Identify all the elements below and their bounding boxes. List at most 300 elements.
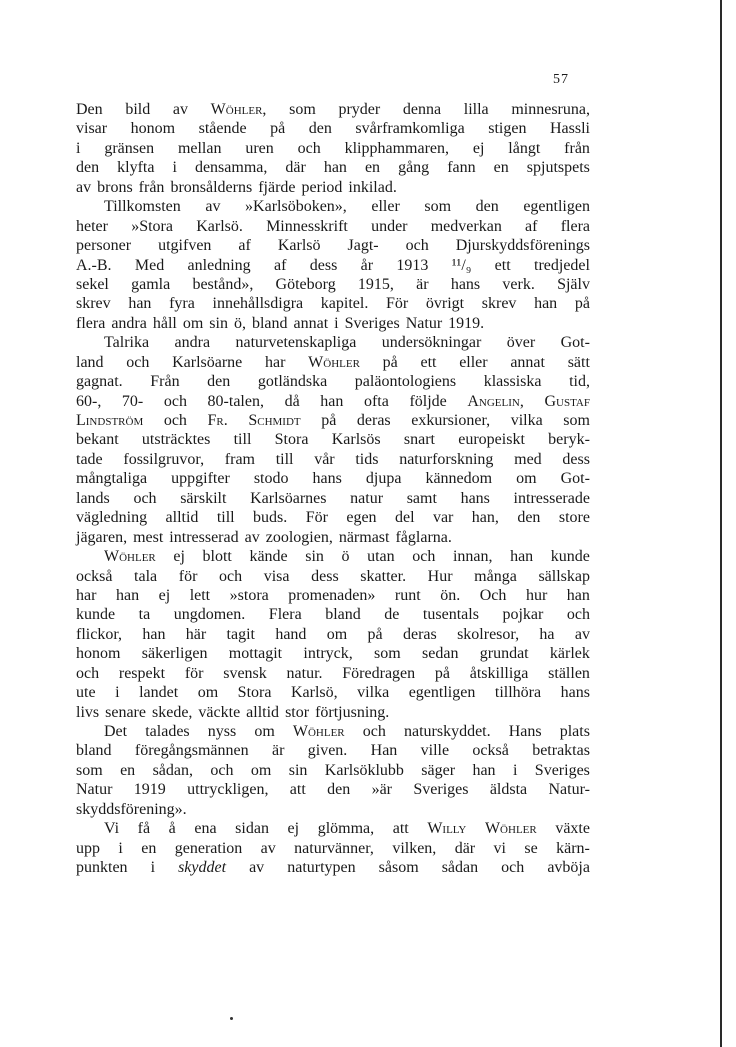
word: se xyxy=(524,839,538,857)
word: vi xyxy=(493,839,506,857)
text-line xyxy=(76,761,590,780)
word: ta xyxy=(138,606,151,624)
word: verk. xyxy=(502,275,535,293)
word: utsträcktes xyxy=(141,431,211,449)
word: och xyxy=(405,237,429,255)
word: gränsen xyxy=(104,139,155,157)
word: ställen xyxy=(548,664,590,682)
word: tala xyxy=(134,567,158,585)
word: Natur- xyxy=(548,781,590,799)
text-line xyxy=(76,586,590,605)
word: Wöhler xyxy=(484,820,537,838)
word: 1919 xyxy=(133,781,166,799)
text-line xyxy=(76,314,590,333)
text-line xyxy=(76,664,590,683)
word: förtjusning. xyxy=(315,703,390,721)
word: 1919. xyxy=(448,314,485,332)
word: bild xyxy=(125,101,151,118)
word: ett xyxy=(494,256,511,274)
word: bestånd», xyxy=(192,275,254,293)
word: minnesruna, xyxy=(511,101,590,118)
word: Stora xyxy=(274,431,309,449)
word: betraktas xyxy=(532,742,590,760)
word: han, xyxy=(471,509,499,527)
word: kände xyxy=(249,548,288,566)
text-line xyxy=(76,294,590,313)
word: innehållsdigra xyxy=(212,295,304,313)
word: 60-, xyxy=(76,392,102,410)
word: mångtaliga xyxy=(76,470,148,488)
word: lett xyxy=(189,586,211,604)
word: han xyxy=(320,392,344,410)
word: sällskap xyxy=(538,567,590,585)
word: upp xyxy=(76,839,100,857)
word: att xyxy=(392,820,409,838)
text-line xyxy=(76,411,590,430)
word: annat xyxy=(293,314,329,332)
word: zoologien, xyxy=(265,528,333,546)
word: europeiskt xyxy=(458,431,525,449)
word: för xyxy=(184,664,204,682)
word: ha xyxy=(539,625,555,643)
word: mellan xyxy=(177,139,222,157)
word: över xyxy=(506,334,536,352)
word: personer xyxy=(76,237,132,255)
word: vilka xyxy=(510,412,543,429)
word: ej xyxy=(173,548,185,566)
word: och xyxy=(412,548,436,566)
word: sin xyxy=(305,548,324,566)
word: utgifven xyxy=(158,237,212,255)
word: A.-B. xyxy=(76,256,112,274)
word: Med xyxy=(134,256,165,274)
word: på xyxy=(367,625,383,643)
text-line xyxy=(76,800,590,819)
word: som xyxy=(76,761,103,779)
word: hans xyxy=(450,275,481,293)
word: av xyxy=(249,859,265,877)
word: Stora xyxy=(237,684,272,702)
word: dess xyxy=(562,450,590,468)
word: visa xyxy=(263,567,290,585)
word: hand xyxy=(275,625,307,643)
word: plats xyxy=(559,723,590,740)
word: Willy xyxy=(427,820,467,838)
word: Den xyxy=(76,101,103,118)
word: hur xyxy=(525,586,548,604)
word: alltid xyxy=(246,703,280,721)
word: skede, xyxy=(151,703,193,721)
word: af xyxy=(273,256,287,274)
word: ¹¹/₉ xyxy=(451,256,472,274)
word: å xyxy=(168,820,176,838)
word: land xyxy=(76,353,104,371)
word: »stora xyxy=(229,586,269,604)
text-line xyxy=(76,256,590,275)
word: också xyxy=(76,567,113,585)
word: har xyxy=(76,586,97,604)
word: ej xyxy=(472,139,485,157)
text-line xyxy=(76,430,590,449)
word: Själv xyxy=(557,275,590,293)
word: dess xyxy=(309,256,338,274)
word: stor xyxy=(285,703,310,721)
word: fjärde xyxy=(258,178,296,196)
word: är xyxy=(271,742,285,760)
word: skolresor, xyxy=(457,625,520,643)
word: Karlsö xyxy=(277,237,321,255)
word: av xyxy=(574,625,590,643)
word: andra xyxy=(111,314,147,332)
text-line xyxy=(76,839,590,858)
text-line xyxy=(76,683,590,702)
word: ö, xyxy=(233,314,246,332)
word: tusentals xyxy=(422,606,479,624)
word: given. xyxy=(307,742,348,760)
word: deras xyxy=(402,625,437,643)
word: sidan xyxy=(235,820,269,838)
word: långt xyxy=(508,139,541,157)
word: Gustaf xyxy=(544,392,590,410)
word: pojkar xyxy=(502,606,544,624)
word: om xyxy=(182,314,204,332)
word: Schmidt xyxy=(248,412,301,429)
word: brons xyxy=(97,178,133,196)
word: klipphammaren, xyxy=(344,139,450,157)
word: den xyxy=(76,159,100,177)
word: i xyxy=(76,139,81,157)
word: han xyxy=(472,761,496,779)
word: naturskyddet. xyxy=(403,723,491,740)
page-number: 57 xyxy=(553,72,569,87)
word: Göteborg xyxy=(275,275,336,293)
word: Jagt- xyxy=(347,237,379,255)
word: vägledning xyxy=(76,509,148,527)
word: ett xyxy=(420,353,437,371)
word: kärn- xyxy=(556,839,590,857)
word: respekt xyxy=(118,664,166,682)
word: utan xyxy=(367,548,395,566)
word: Wöhler xyxy=(104,548,156,566)
word: densamma, xyxy=(194,159,268,177)
word: på xyxy=(321,412,337,429)
word: som xyxy=(424,198,452,216)
word: de xyxy=(384,606,400,624)
word: från xyxy=(564,139,590,157)
word: ofta xyxy=(363,392,389,410)
word: naturforskning xyxy=(399,450,494,468)
word: tids xyxy=(355,450,379,468)
word: grundat xyxy=(479,645,529,663)
word: i xyxy=(115,684,120,702)
word: Vi xyxy=(104,820,120,838)
word: Natur xyxy=(405,314,443,332)
text-line xyxy=(76,508,590,527)
text-line xyxy=(76,489,590,508)
word: Karlsöarnes xyxy=(250,489,327,507)
word: i xyxy=(118,839,123,857)
word: andra xyxy=(174,334,211,352)
word: och xyxy=(219,567,243,585)
word: glömma, xyxy=(317,820,375,838)
word: hans xyxy=(560,684,590,702)
text-line xyxy=(76,644,590,663)
text-line xyxy=(76,178,590,197)
word: en xyxy=(120,761,136,779)
word: 80-talen, xyxy=(207,392,264,410)
word: heter xyxy=(76,217,108,235)
word: den xyxy=(327,781,351,799)
word: väckte xyxy=(198,703,241,721)
word: tillhöra xyxy=(494,684,542,702)
word: bland xyxy=(76,742,112,760)
word: annat xyxy=(510,353,545,371)
word: år xyxy=(360,256,374,274)
word: klassiska xyxy=(483,373,542,391)
word: av xyxy=(244,528,260,546)
ink-speck xyxy=(230,1017,233,1020)
word: såsom xyxy=(378,859,419,877)
word: Flera xyxy=(268,606,302,624)
word: bekant xyxy=(76,431,119,449)
word: om xyxy=(326,625,348,643)
text-line xyxy=(76,450,590,469)
word: Karlsös xyxy=(331,431,381,449)
body-text xyxy=(76,100,590,878)
text-line xyxy=(76,197,590,216)
word: spjutspets xyxy=(526,159,590,177)
word: naturvetenskapliga xyxy=(235,334,357,352)
word: Sveriges xyxy=(344,314,400,332)
page-edge xyxy=(720,0,722,1047)
text-line xyxy=(76,275,590,294)
word: af xyxy=(525,217,538,235)
word: Natur xyxy=(76,781,113,799)
word: Talrika xyxy=(104,334,150,352)
word: om xyxy=(197,684,219,702)
word: ute xyxy=(76,684,96,702)
text-line xyxy=(76,158,590,177)
word: få xyxy=(137,820,151,838)
word: mottagit xyxy=(228,645,283,663)
word: Lindström xyxy=(76,412,144,429)
word: Hans xyxy=(508,723,542,740)
word: livs xyxy=(76,703,100,721)
word: håll xyxy=(152,314,177,332)
word: som xyxy=(374,645,401,663)
word: skatter. xyxy=(360,567,407,585)
word: egentligen xyxy=(408,684,476,702)
word: jägaren, xyxy=(76,528,128,546)
word: av xyxy=(205,198,221,216)
word: buds. xyxy=(253,509,288,527)
word: Hassli xyxy=(550,120,590,138)
word: exkursioner, xyxy=(411,412,491,429)
text-line xyxy=(76,547,590,566)
word: »är xyxy=(371,781,393,799)
word: Han xyxy=(370,742,398,760)
word: tade xyxy=(76,450,103,468)
word: inkilad. xyxy=(348,178,397,196)
word: stigen xyxy=(488,120,527,138)
word: Minnesskrift xyxy=(266,217,348,235)
word: också xyxy=(472,742,509,760)
word: landet xyxy=(139,684,179,702)
text-line xyxy=(76,819,590,838)
word: närmast xyxy=(338,528,390,546)
word: runt xyxy=(394,586,421,604)
text-line xyxy=(76,333,590,352)
word: har xyxy=(265,353,286,371)
word: till xyxy=(216,509,235,527)
word: Karlsöarne xyxy=(172,353,243,371)
word: egen xyxy=(346,509,377,527)
word: vår xyxy=(314,450,335,468)
word: gång xyxy=(398,159,430,177)
text-line xyxy=(76,780,590,799)
word: bland xyxy=(251,314,288,332)
word: kunde xyxy=(550,548,590,566)
word: medverkan xyxy=(430,217,502,235)
word: ej xyxy=(287,820,300,838)
word: paläontologiens xyxy=(354,373,457,391)
word: som xyxy=(563,412,590,429)
word: mest xyxy=(133,528,164,546)
word: sin xyxy=(209,314,228,332)
word: Wöhler xyxy=(292,723,345,740)
word: han xyxy=(534,295,558,313)
word: Från xyxy=(150,373,180,391)
word: följde xyxy=(409,392,447,410)
word: en xyxy=(364,159,381,177)
word: sådan, xyxy=(152,761,193,779)
word: av xyxy=(172,101,188,118)
word: nyss xyxy=(207,723,237,740)
word: intryck, xyxy=(303,645,353,663)
word: flera xyxy=(76,314,106,332)
word: säkerligen xyxy=(141,645,208,663)
text-line xyxy=(76,372,590,391)
word: flickor, xyxy=(76,625,123,643)
word: om xyxy=(516,470,537,488)
text-line xyxy=(76,100,590,119)
word: om xyxy=(254,723,275,740)
word: säger xyxy=(421,761,456,779)
word: djupa xyxy=(365,470,402,488)
word: gagnat. xyxy=(76,373,123,391)
word: till xyxy=(275,450,294,468)
word: med xyxy=(514,450,542,468)
word: Wöhler, xyxy=(210,101,267,118)
word: bland xyxy=(325,606,361,624)
word: och xyxy=(76,664,100,682)
word: fram xyxy=(224,450,255,468)
word: här xyxy=(185,625,207,643)
word: på xyxy=(382,353,398,371)
word: intresserad xyxy=(169,528,239,546)
text-line xyxy=(76,392,590,411)
word: Got- xyxy=(560,470,590,488)
word: Angelin, xyxy=(467,392,524,410)
word: 1913 xyxy=(396,256,429,274)
text-line xyxy=(76,236,590,255)
word: avböja xyxy=(547,859,590,877)
word: äldsta xyxy=(489,781,528,799)
word: fossilgruvor, xyxy=(123,450,205,468)
word: denna xyxy=(402,101,442,118)
word: hans xyxy=(312,470,342,488)
word: för xyxy=(178,567,198,585)
word: »Karlsöboken», xyxy=(245,198,347,216)
word: skyddsförening». xyxy=(76,800,187,818)
word: gamla xyxy=(131,275,171,293)
word: af xyxy=(238,237,251,255)
word: han xyxy=(142,625,166,643)
word: Sveriges xyxy=(413,781,469,799)
word: sekel xyxy=(76,275,109,293)
word: svensk xyxy=(223,664,267,682)
word: från xyxy=(138,178,165,196)
word: Och xyxy=(479,586,507,604)
word: natur xyxy=(350,489,384,507)
word: 1915, xyxy=(357,275,394,293)
word: att xyxy=(289,781,306,799)
word: sådan xyxy=(441,859,479,877)
word: period xyxy=(301,178,343,196)
word: beryk- xyxy=(548,431,590,449)
word: generation xyxy=(174,839,243,857)
word: sedan xyxy=(422,645,459,663)
word: Sveriges xyxy=(534,761,590,779)
word: 70- xyxy=(121,392,144,410)
word: honom xyxy=(76,645,121,663)
word: vilken, xyxy=(392,839,437,857)
word: ville xyxy=(420,742,450,760)
word: och xyxy=(566,606,590,624)
word: under xyxy=(371,217,408,235)
word: av xyxy=(260,839,276,857)
word: alltid xyxy=(165,509,199,527)
word: samt xyxy=(406,489,437,507)
word: en xyxy=(141,839,157,857)
word: intresserade xyxy=(513,489,590,507)
word: blott xyxy=(202,548,232,566)
word: skrev xyxy=(76,295,111,313)
word: han xyxy=(323,159,347,177)
word: övrigt xyxy=(425,295,465,313)
word: på xyxy=(574,295,590,313)
word: honom xyxy=(130,120,176,138)
word: fyra xyxy=(169,295,195,313)
word: kärlek xyxy=(549,645,590,663)
word: i xyxy=(334,314,339,332)
word: han xyxy=(510,548,534,566)
text-line xyxy=(76,722,590,741)
word: Got- xyxy=(560,334,590,352)
word: föregångsmännen xyxy=(134,742,249,760)
word: innan, xyxy=(452,548,493,566)
word: Djurskyddsförenings xyxy=(455,237,590,255)
word: tagit xyxy=(226,625,255,643)
word: av xyxy=(76,178,92,196)
word: till xyxy=(233,431,252,449)
word: deras xyxy=(356,412,391,429)
word: sin xyxy=(288,761,308,779)
word: åtskilliga xyxy=(469,664,529,682)
word: i xyxy=(512,761,518,779)
word: uren xyxy=(245,139,274,157)
word: pryder xyxy=(338,101,381,118)
